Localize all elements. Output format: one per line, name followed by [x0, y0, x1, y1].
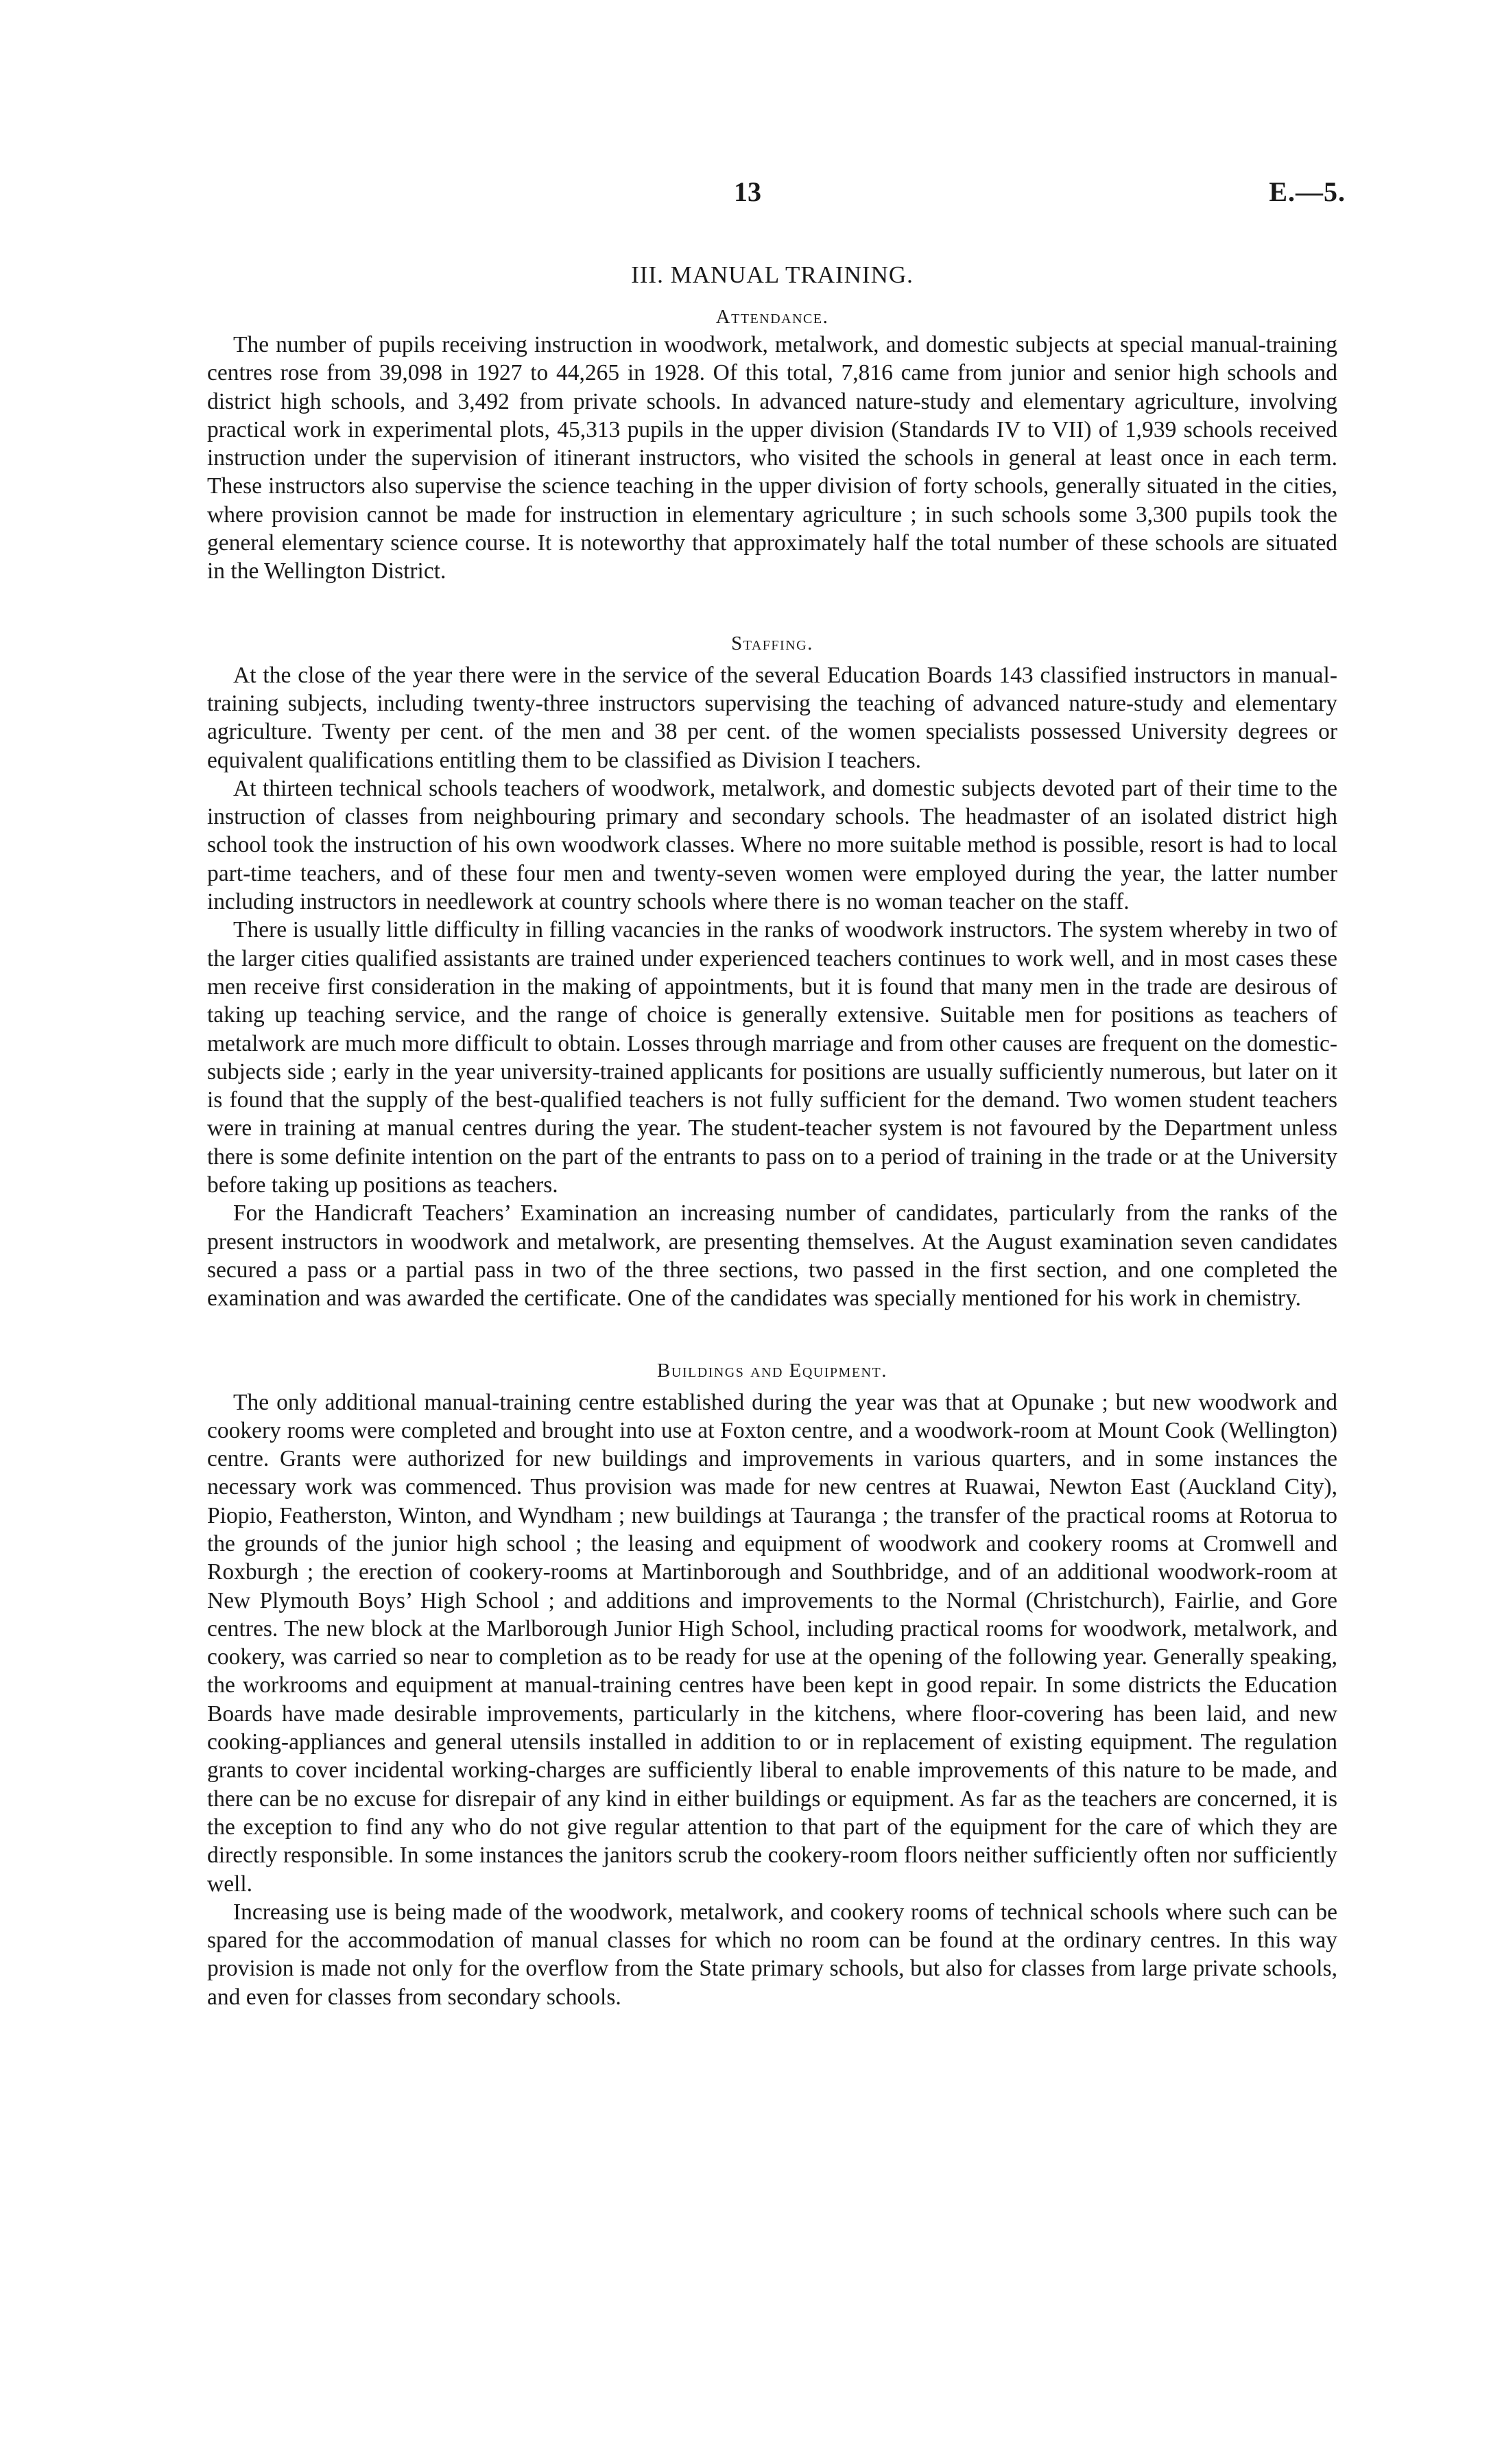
staffing-paragraph-2: At thirteen technical schools teachers of woodwork, metalwork, and domestic subjects devoted part of their time to the instruction of classes from neighbouring primary and secondary schools. The headmaster of an isolated district high school took the instruction of his own woodwork classes. Where no more suitable method is possible, resort is had to local part-time teachers, and of these four men and twenty-seven women were employed during the year, the latter number including instructors in needlework at country schools where there is no woman teacher on the staff. — [207, 775, 1337, 915]
page-header — [0, 176, 1491, 217]
attendance-heading: Attendance. — [715, 306, 829, 328]
section-title: III. MANUAL TRAINING. — [631, 261, 914, 288]
staffing-heading: Staffing. — [731, 632, 813, 654]
staffing-paragraph-4: For the Handicraft Teachers’ Examination an increasing number of candidates, particularly from the ranks of the present instructors in woodwork and metalwork, are presenting themselves. At the August examination seven candidates secured a pass or a partial pass in two of the three sections, two passed in the first section, and one completed the examination and was awarded the certificate. One of the candidates was specially mentioned for his work in chemistry. — [207, 1200, 1337, 1312]
page-content — [207, 261, 1337, 2011]
buildings-paragraph-2: Increasing use is being made of the woodwork, metalwork, and cookery rooms of technical schools where such can be spared for the accommodation of manual classes for which no room can be found at the ordinary centres. In this way provision is made not only for the overflow from the State primary schools, but also for classes from large private schools, and even for classes from secondary schools. — [207, 1899, 1337, 2010]
staffing-paragraph-3: There is usually little difficulty in filling vacancies in the ranks of woodwork instructors. The system whereby in two of the larger cities qualified assistants are trained under experienced teachers continues to work well, and in most cases these men receive first consideration in the making of appointments, but it is found that many men in the trade are desirous of taking up teaching service, and the range of choice is generally extensive. Suitable men for positions as teachers of metalwork are much more difficult to obtain. Losses through marriage and from other causes are frequent on the domestic-subjects side ; early in the year university-trained applicants for positions are usually sufficiently numerous, but later on it is found that the supply of the best-qualified teachers is not fully sufficient for the demand. Two women student teachers were in training at manual centres during the year. The student-teacher system is not favoured by the Department unless there is some definite intention on the part of the entrants to pass on to a period of training in the trade or at the University before taking up positions as teachers. — [207, 917, 1337, 1198]
document-code: E.—5. — [1269, 176, 1346, 207]
buildings-heading: Buildings and Equipment. — [657, 1359, 887, 1382]
page-number: 13 — [734, 176, 761, 207]
attendance-paragraph-1: The number of pupils receiving instruction in woodwork, metalwork, and domestic subjects at special manual-training centres rose from 39,098 in 1927 to 44,265 in 1928. Of this total, 7,816 came from junior and senior high schools and district high schools, and 3,492 from private schools. In advanced nature-study and elementary agriculture, involving practical work in experimental plots, 45,313 pupils in the upper division (Standards IV to VII) of 1,939 schools received instruction under the supervision of itinerant instructors, who visited the schools in general at least once in each term. These instructors also supervise the science teaching in the upper division of forty schools, generally situated in the cities, where provision cannot be made for instruction in elementary agriculture ; in such schools some 3,300 pupils took the general elementary science course. It is noteworthy that approximately half the total number of these schools are situated in the Wellington District. — [207, 332, 1337, 584]
staffing-paragraph-1: At the close of the year there were in the service of the several Education Boards 143 classified instructors in manual-training subjects, including twenty-three instructors supervising the teaching of advanced nature-study and elementary agriculture. Twenty per cent. of the men and 38 per cent. of the women specialists possessed University degrees or equivalent qualifications entitling them to be classified as Division I teachers. — [207, 662, 1337, 773]
buildings-paragraph-1: The only additional manual-training centre established during the year was that at Opunake ; but new woodwork and cookery rooms were completed and brought into use at Foxton centre, and a woodwork-room at Mount Cook (Wellington) centre. Grants were authorized for new buildings and improvements in various quarters, and in some instances the necessary work was commenced. Thus provision was made for new centres at Ruawai, Newton East (Auckland City), Piopio, Featherston, Winton, and Wyndham ; new buildings at Tauranga ; the transfer of the practical rooms at Rotorua to the grounds of the junior high school ; the leasing and equipment of woodwork and cookery rooms at Cromwell and Roxburgh ; the erection of cookery-rooms at Martinborough and Southbridge, and of an additional woodwork-room at New Plymouth Boys’ High School ; and additions and improvements to the Normal (Christchurch), Fairlie, and Gore centres. The new block at the Marlborough Junior High School, including practical rooms for woodwork, metalwork, and cookery, was carried so near to completion as to be ready for use at the opening of the following year. Generally speaking, the workrooms and equipment at manual-training centres have been kept in good repair. In some districts the Education Boards have made desirable improvements, particularly in the kitchens, where floor-covering has been laid, and new cooking-appliances and general utensils installed in addition to or in replacement of existing equipment. The regulation grants to cover incidental working-charges are sufficiently liberal to enable improvements of this nature to be made, and there can be no excuse for disrepair of any kind in either buildings or equipment. As far as the teachers are concerned, it is the exception to find any who do not give regular attention to that part of the equipment for the care of which they are directly responsible. In some instances the janitors scrub the cookery-room floors neither sufficiently often nor sufficiently well. — [207, 1389, 1337, 1897]
